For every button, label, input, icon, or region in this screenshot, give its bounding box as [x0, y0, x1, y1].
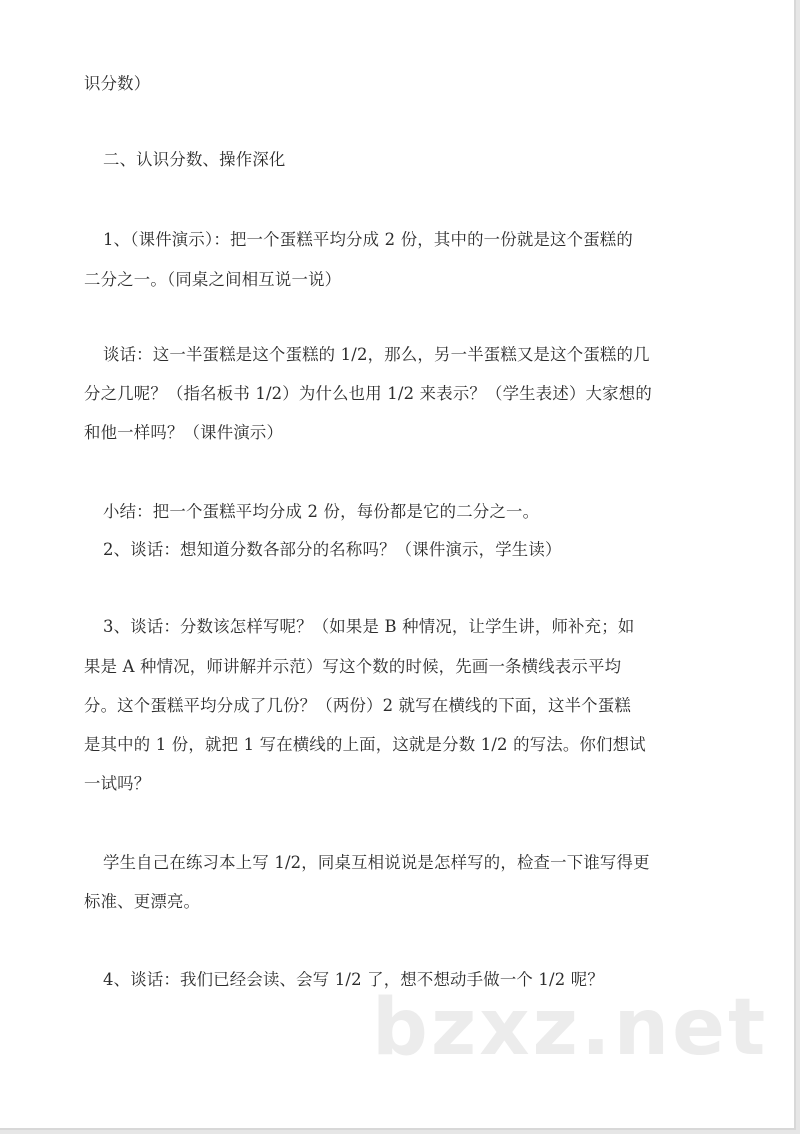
text-line: 二分之一。（同桌之间相互说一说）	[84, 270, 342, 289]
text-line: 2、谈话：想知道分数各部分的名称吗？（课件演示，学生读）	[103, 540, 562, 559]
text-line: 识分数）	[84, 74, 151, 93]
section-heading: 二、认识分数、操作深化	[103, 150, 286, 169]
text-line: 分。这个蛋糕平均分成了几份？（两份）2 就写在横线的下面，这半个蛋糕	[84, 696, 631, 715]
watermark: bzxz.net	[372, 983, 769, 1073]
text-line: 一试吗？	[84, 774, 151, 793]
text-line: 学生自己在练习本上写 1/2，同桌互相说说是怎样写的，检查一下谁写得更	[103, 853, 650, 872]
text-line: 标准、更漂亮。	[84, 892, 201, 911]
text-line: 分之几呢？（指名板书 1/2）为什么也用 1/2 来表示？（学生表述）大家想的	[84, 384, 652, 403]
text-line: 果是 A 种情况，师讲解并示范）写这个数的时候，先画一条横线表示平均	[84, 657, 622, 676]
text-line: 谈话：这一半蛋糕是这个蛋糕的 1/2，那么，另一半蛋糕又是这个蛋糕的几	[103, 345, 650, 364]
text-line: 是其中的 1 份，就把 1 写在横线的上面，这就是分数 1/2 的写法。你们想试	[84, 735, 646, 754]
text-line: 1、（课件演示）：把一个蛋糕平均分成 2 份，其中的一份就是这个蛋糕的	[103, 230, 633, 249]
text-line: 和他一样吗？（课件演示）	[84, 423, 284, 442]
text-line: 小结：把一个蛋糕平均分成 2 份，每份都是它的二分之一。	[103, 502, 540, 521]
text-line: 3、谈话：分数该怎样写呢？（如果是 B 种情况，让学生讲，师补充；如	[103, 617, 635, 636]
text-line: 4、谈话：我们已经会读、会写 1/2 了，想不想动手做一个 1/2 呢？	[103, 970, 604, 989]
